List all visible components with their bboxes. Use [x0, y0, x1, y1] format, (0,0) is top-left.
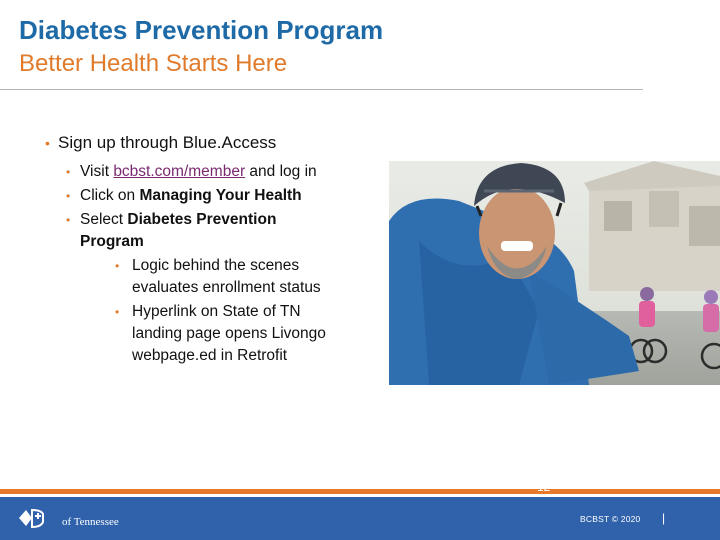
bullet-select-bold-1: Diabetes Prevention [127, 211, 277, 228]
sub-bullet-logic [45, 255, 385, 299]
bullet-list [45, 131, 385, 369]
bullet-visit-suffix: and log in [245, 163, 317, 180]
bullet-dot: • [66, 213, 71, 227]
member-link[interactable]: bcbst.com/member [113, 163, 246, 180]
page-number: 12 [537, 480, 551, 494]
slide-title: Diabetes Prevention Program [19, 15, 384, 45]
bullet-dot: • [66, 165, 71, 179]
bullet-click-bold: Managing Your Health [139, 187, 302, 204]
slide-subtitle: Better Health Starts Here [19, 50, 288, 77]
bullet-dot: • [115, 305, 120, 319]
bullet-visit-prefix: Visit [80, 163, 114, 180]
bullet-dot: • [45, 135, 50, 151]
bullet-sign-up [45, 131, 385, 155]
bullet-click [45, 185, 385, 207]
bullet-select [45, 209, 385, 253]
sub-bullet-logic-line1: Logic behind the scenes [132, 257, 300, 274]
man-with-bike-helmet-photo [389, 161, 720, 385]
bullet-visit [45, 161, 385, 183]
sub-bullet-hyperlink-line1: Hyperlink on State of TN [132, 303, 301, 320]
bullet-click-prefix: Click on [80, 187, 140, 204]
sub-bullet-hyperlink-line2: landing page opens Livongo [132, 325, 326, 342]
footer-accent-line [0, 489, 720, 494]
footer-separator: | [662, 511, 666, 525]
bcbst-logo-icon [17, 506, 47, 530]
bullet-sign-up-text: Sign up through Blue.Access [58, 133, 277, 152]
logo-text: of Tennessee [62, 516, 119, 528]
bullet-select-prefix: Select [80, 211, 128, 228]
bullet-dot: • [115, 259, 120, 273]
sub-bullet-logic-line2: evaluates enrollment status [132, 279, 321, 296]
copyright-text: BCBST © 2020 [580, 514, 641, 524]
title-divider [0, 89, 643, 90]
bullet-select-bold-2: Program [80, 233, 144, 250]
bullet-dot: • [66, 189, 71, 203]
cyclist-photo [389, 161, 720, 385]
sub-bullet-hyperlink [45, 301, 385, 367]
sub-bullet-hyperlink-line3: webpage.ed in Retrofit [132, 347, 288, 364]
